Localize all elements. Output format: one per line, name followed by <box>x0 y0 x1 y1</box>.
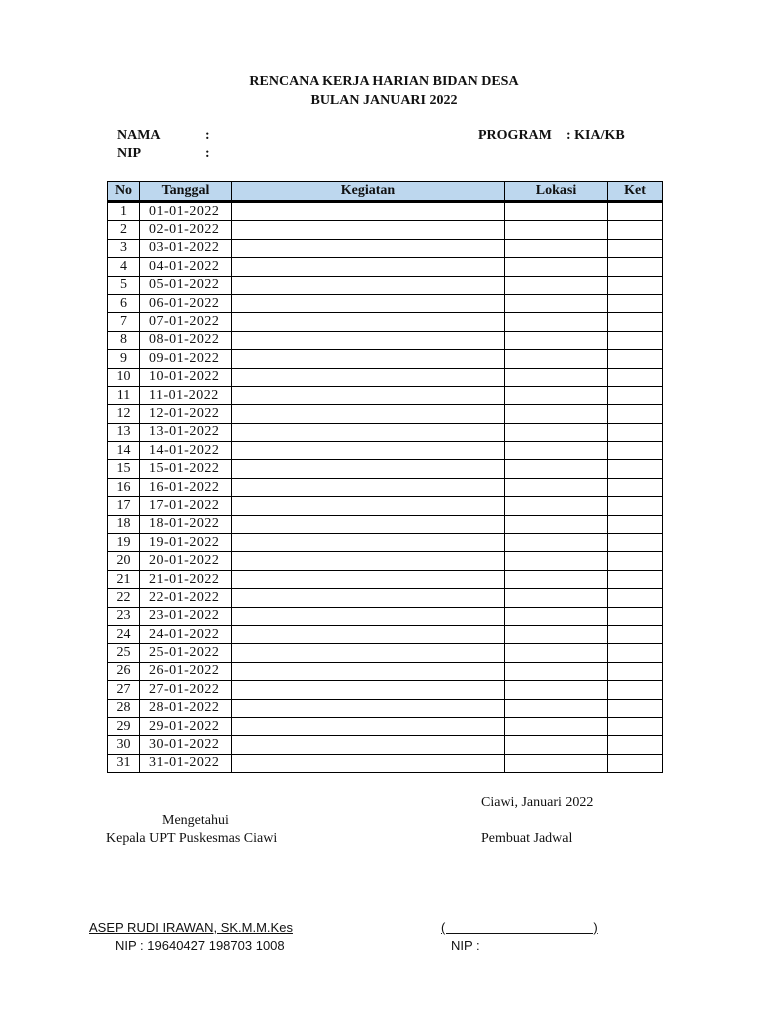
row-ket <box>608 276 663 294</box>
row-no: 7 <box>108 313 140 331</box>
row-no: 21 <box>108 570 140 588</box>
row-kegiatan <box>232 515 505 533</box>
row-ket <box>608 258 663 276</box>
row-no: 17 <box>108 497 140 515</box>
row-ket <box>608 294 663 312</box>
row-date: 27-01-2022 <box>140 681 232 699</box>
row-kegiatan <box>232 478 505 496</box>
header-kegiatan: Kegiatan <box>232 182 505 202</box>
row-kegiatan <box>232 681 505 699</box>
row-lokasi <box>505 681 608 699</box>
row-no: 27 <box>108 681 140 699</box>
row-lokasi <box>505 699 608 717</box>
row-no: 9 <box>108 350 140 368</box>
row-no: 13 <box>108 423 140 441</box>
row-no: 29 <box>108 717 140 735</box>
row-kegiatan <box>232 497 505 515</box>
program-value: : KIA/KB <box>566 128 625 143</box>
row-lokasi <box>505 331 608 349</box>
mengetahui-label: Mengetahui <box>162 813 229 828</box>
row-kegiatan <box>232 294 505 312</box>
table-row <box>108 313 663 331</box>
header-ket: Ket <box>608 182 663 202</box>
row-ket <box>608 423 663 441</box>
row-lokasi <box>505 515 608 533</box>
row-no: 20 <box>108 552 140 570</box>
row-ket <box>608 570 663 588</box>
row-date: 17-01-2022 <box>140 497 232 515</box>
row-date: 07-01-2022 <box>140 313 232 331</box>
row-no: 26 <box>108 662 140 680</box>
table-row <box>108 258 663 276</box>
row-no: 19 <box>108 534 140 552</box>
row-kegiatan <box>232 662 505 680</box>
row-date: 23-01-2022 <box>140 607 232 625</box>
row-kegiatan <box>232 589 505 607</box>
nama-label: NAMA <box>117 128 161 143</box>
row-kegiatan <box>232 221 505 239</box>
row-kegiatan <box>232 276 505 294</box>
row-ket <box>608 607 663 625</box>
row-date: 29-01-2022 <box>140 717 232 735</box>
row-date: 04-01-2022 <box>140 258 232 276</box>
schedule-table <box>107 181 663 773</box>
table-row <box>108 423 663 441</box>
row-ket <box>608 331 663 349</box>
row-no: 3 <box>108 239 140 257</box>
row-no: 16 <box>108 478 140 496</box>
row-date: 26-01-2022 <box>140 662 232 680</box>
row-no: 30 <box>108 736 140 754</box>
row-kegiatan <box>232 442 505 460</box>
row-kegiatan <box>232 423 505 441</box>
row-lokasi <box>505 239 608 257</box>
row-no: 15 <box>108 460 140 478</box>
row-date: 02-01-2022 <box>140 221 232 239</box>
row-lokasi <box>505 589 608 607</box>
row-date: 12-01-2022 <box>140 405 232 423</box>
row-ket <box>608 313 663 331</box>
row-date: 22-01-2022 <box>140 589 232 607</box>
row-date: 08-01-2022 <box>140 331 232 349</box>
row-kegiatan <box>232 534 505 552</box>
row-ket <box>608 552 663 570</box>
table-row <box>108 350 663 368</box>
row-ket <box>608 442 663 460</box>
row-ket <box>608 478 663 496</box>
row-ket <box>608 644 663 662</box>
row-ket <box>608 589 663 607</box>
header-tanggal: Tanggal <box>140 182 232 202</box>
row-date: 25-01-2022 <box>140 644 232 662</box>
row-lokasi <box>505 662 608 680</box>
row-kegiatan <box>232 754 505 772</box>
row-kegiatan <box>232 736 505 754</box>
row-date: 09-01-2022 <box>140 350 232 368</box>
row-lokasi <box>505 644 608 662</box>
program-label: PROGRAM <box>478 128 552 143</box>
row-no: 2 <box>108 221 140 239</box>
row-no: 5 <box>108 276 140 294</box>
table-header-row <box>108 182 663 202</box>
row-lokasi <box>505 313 608 331</box>
table-row <box>108 607 663 625</box>
row-ket <box>608 625 663 643</box>
blank-signature: ( ) <box>441 920 598 935</box>
row-no: 24 <box>108 625 140 643</box>
row-ket <box>608 699 663 717</box>
row-ket <box>608 736 663 754</box>
row-no: 6 <box>108 294 140 312</box>
row-kegiatan <box>232 202 505 221</box>
row-no: 14 <box>108 442 140 460</box>
row-date: 10-01-2022 <box>140 368 232 386</box>
row-no: 11 <box>108 386 140 404</box>
table-row <box>108 497 663 515</box>
row-lokasi <box>505 221 608 239</box>
table-row <box>108 221 663 239</box>
row-kegiatan <box>232 552 505 570</box>
pembuat-label: Pembuat Jadwal <box>481 831 573 846</box>
table-row <box>108 368 663 386</box>
row-ket <box>608 662 663 680</box>
row-lokasi <box>505 405 608 423</box>
row-date: 16-01-2022 <box>140 478 232 496</box>
row-no: 23 <box>108 607 140 625</box>
place-date: Ciawi, Januari 2022 <box>481 795 594 810</box>
row-ket <box>608 405 663 423</box>
row-ket <box>608 350 663 368</box>
row-ket <box>608 754 663 772</box>
row-no: 1 <box>108 202 140 221</box>
row-ket <box>608 534 663 552</box>
row-lokasi <box>505 625 608 643</box>
doc-subtitle: BULAN JANUARI 2022 <box>310 93 458 108</box>
row-date: 05-01-2022 <box>140 276 232 294</box>
row-lokasi <box>505 442 608 460</box>
table-row <box>108 405 663 423</box>
header-lokasi: Lokasi <box>505 182 608 202</box>
row-lokasi <box>505 534 608 552</box>
row-date: 13-01-2022 <box>140 423 232 441</box>
row-kegiatan <box>232 350 505 368</box>
row-no: 12 <box>108 405 140 423</box>
table-row <box>108 276 663 294</box>
row-kegiatan <box>232 258 505 276</box>
table-row <box>108 699 663 717</box>
table-row <box>108 681 663 699</box>
table-row <box>108 552 663 570</box>
row-date: 28-01-2022 <box>140 699 232 717</box>
row-kegiatan <box>232 313 505 331</box>
table-row <box>108 570 663 588</box>
row-kegiatan <box>232 331 505 349</box>
row-date: 30-01-2022 <box>140 736 232 754</box>
table-row <box>108 515 663 533</box>
row-ket <box>608 239 663 257</box>
row-date: 21-01-2022 <box>140 570 232 588</box>
signer-name: ASEP RUDI IRAWAN, SK.M.M.Kes <box>89 920 293 935</box>
row-no: 22 <box>108 589 140 607</box>
row-kegiatan <box>232 699 505 717</box>
header-no: No <box>108 182 140 202</box>
table-row <box>108 460 663 478</box>
row-lokasi <box>505 368 608 386</box>
table-row <box>108 331 663 349</box>
blank-nip: NIP : <box>451 938 480 953</box>
row-ket <box>608 460 663 478</box>
signer-nip: NIP : 19640427 198703 1008 <box>115 938 285 953</box>
table-row <box>108 625 663 643</box>
row-date: 11-01-2022 <box>140 386 232 404</box>
row-lokasi <box>505 202 608 221</box>
table-row <box>108 294 663 312</box>
table-row <box>108 478 663 496</box>
row-no: 8 <box>108 331 140 349</box>
doc-title: RENCANA KERJA HARIAN BIDAN DESA <box>249 74 519 89</box>
row-lokasi <box>505 607 608 625</box>
row-kegiatan <box>232 239 505 257</box>
row-kegiatan <box>232 368 505 386</box>
nip-label: NIP <box>117 146 142 161</box>
row-date: 20-01-2022 <box>140 552 232 570</box>
row-ket <box>608 368 663 386</box>
table-row <box>108 202 663 221</box>
row-ket <box>608 202 663 221</box>
table-row <box>108 239 663 257</box>
row-kegiatan <box>232 460 505 478</box>
row-lokasi <box>505 423 608 441</box>
row-date: 19-01-2022 <box>140 534 232 552</box>
row-kegiatan <box>232 717 505 735</box>
row-no: 28 <box>108 699 140 717</box>
table-row <box>108 717 663 735</box>
row-ket <box>608 515 663 533</box>
row-lokasi <box>505 276 608 294</box>
row-date: 14-01-2022 <box>140 442 232 460</box>
row-kegiatan <box>232 644 505 662</box>
row-date: 31-01-2022 <box>140 754 232 772</box>
row-kegiatan <box>232 625 505 643</box>
row-kegiatan <box>232 386 505 404</box>
row-no: 18 <box>108 515 140 533</box>
row-lokasi <box>505 478 608 496</box>
row-lokasi <box>505 258 608 276</box>
table-row <box>108 386 663 404</box>
row-date: 01-01-2022 <box>140 202 232 221</box>
row-date: 06-01-2022 <box>140 294 232 312</box>
row-kegiatan <box>232 405 505 423</box>
row-kegiatan <box>232 607 505 625</box>
row-date: 24-01-2022 <box>140 625 232 643</box>
row-kegiatan <box>232 570 505 588</box>
row-date: 18-01-2022 <box>140 515 232 533</box>
row-date: 15-01-2022 <box>140 460 232 478</box>
row-lokasi <box>505 552 608 570</box>
row-no: 31 <box>108 754 140 772</box>
table-row <box>108 442 663 460</box>
row-lokasi <box>505 386 608 404</box>
table-row <box>108 736 663 754</box>
row-lokasi <box>505 350 608 368</box>
row-lokasi <box>505 570 608 588</box>
row-lokasi <box>505 294 608 312</box>
row-lokasi <box>505 460 608 478</box>
kepala-label: Kepala UPT Puskesmas Ciawi <box>106 831 278 846</box>
row-no: 4 <box>108 258 140 276</box>
row-lokasi <box>505 754 608 772</box>
row-ket <box>608 717 663 735</box>
table-row <box>108 754 663 772</box>
row-ket <box>608 497 663 515</box>
row-ket <box>608 221 663 239</box>
row-no: 10 <box>108 368 140 386</box>
table-row <box>108 534 663 552</box>
nip-colon: : <box>205 146 210 161</box>
row-ket <box>608 386 663 404</box>
table-row <box>108 644 663 662</box>
nama-colon: : <box>205 128 210 143</box>
table-row <box>108 662 663 680</box>
table-row <box>108 589 663 607</box>
row-no: 25 <box>108 644 140 662</box>
row-lokasi <box>505 717 608 735</box>
row-date: 03-01-2022 <box>140 239 232 257</box>
row-lokasi <box>505 497 608 515</box>
row-ket <box>608 681 663 699</box>
row-lokasi <box>505 736 608 754</box>
